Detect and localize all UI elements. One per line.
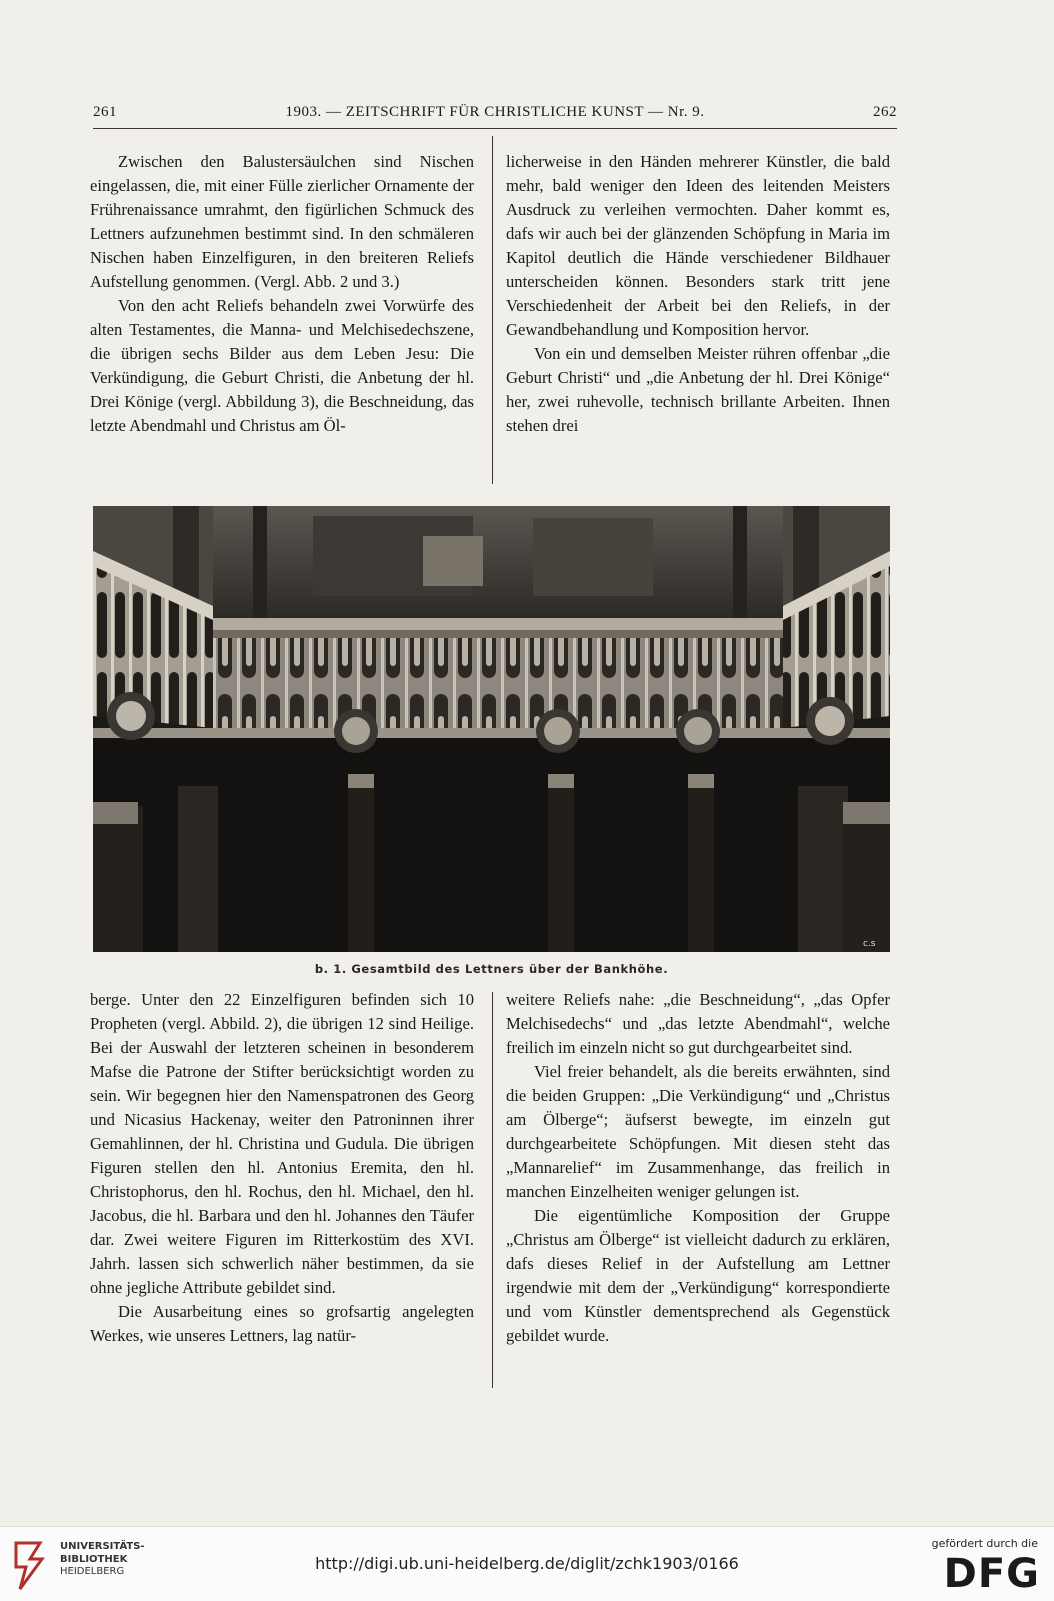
- library-line-3: HEIDELBERG: [60, 1566, 125, 1577]
- column-rule-top: [492, 136, 493, 484]
- column-rule-bottom: [492, 992, 493, 1388]
- rood-screen-photograph: [93, 506, 890, 952]
- paragraph: Die eigentümliche Komposition der Gruppe „Christus am Ölberge“ ist vielleicht dadurch zu erklären, dafs dieses Relief in der Aufstellung am Lettner irgendwie mit dem der „Verkündigung“ korrespondierte und vom Künstler dementsprechend als Gegenstück gebildet wurde.: [506, 1206, 890, 1345]
- digitization-footer: [0, 1526, 1054, 1601]
- dfg-logo: DFG: [943, 1551, 1040, 1597]
- paragraph: Von den acht Reliefs behandeln zwei Vorwürfe des alten Testamentes, die Manna- und Melchisedechszene, die übrigen sechs Bilder aus dem Leben Jesu: Die Verkündigung, die Geburt Christi, die Anbetung der hl. Drei Könige (vergl. Abbildung 3), die Beschneidung, das letzte Abendmahl und Christus am Öl-: [90, 296, 474, 435]
- page-number-right: 262: [873, 104, 897, 120]
- column-right-bottom: [506, 988, 890, 1348]
- column-left-bottom: [90, 988, 474, 1348]
- paragraph: Viel freier behandelt, als die bereits erwähnten, sind die beiden Gruppen: „Die Verkündigung“ und „Christus am Ölberge“; äufserst bewegte, im einzeln gut durchgearbeitete Schöpfungen. Mit diesen steht das „Mannarelief“ im Zusammenhange, das freilich in manchen Einzelheiten weniger gelungen ist.: [506, 1062, 890, 1201]
- library-line-1: UNIVERSITÄTS-: [60, 1541, 145, 1552]
- photo-corner-mark: c.s: [863, 939, 876, 949]
- figure-caption: b. 1. Gesamtbild des Lettners über der Bankhöhe.: [314, 962, 669, 976]
- paragraph: licherweise in den Händen mehrerer Künstler, die bald mehr, bald weniger den Ideen des leitenden Meisters Ausdruck zu verleihen vermochten. Daher kommt es, dafs wir auch bei der glänzenden Schöpfung in Maria im Kapitol deutlich die Hände verschiedener Bildhauer unterscheiden können. Besonders stark tritt jene Verschiedenheit der Arbeit bei den Reliefs, in der Gewandbehandlung und Komposition hervor.: [506, 152, 890, 339]
- paragraph: berge. Unter den 22 Einzelfiguren befinden sich 10 Propheten (vergl. Abbild. 2), die übrigen 12 sind Heilige. Bei der Auswahl der letzteren scheinen in besonderem Mafse die Patrone der Stifter berücksichtigt worden zu sein. Wir begegnen hier den Namenspatronen des Georg und Nicasius Hackenay, weiter den Patroninnen ihrer Gemahlinnen, der hl. Christina und Gudula. Die übrigen Figuren stellen den hl. Antonius Eremita, den hl. Christophorus, den hl. Rochus, den hl. Michael, den hl. Jacobus, die hl. Barbara und den hl. Johannes den Täufer dar. Zwei weitere Figuren im Ritterkostüm des XVI. Jahrh. lassen sich schwerlich näher bestimmen, da sie ohne jegliche Attribute gebildet sind.: [90, 990, 474, 1297]
- paragraph: Zwischen den Balustersäulchen sind Nischen eingelassen, die, mit einer Fülle zierlicher Ornamente der Frührenaissance umrahmt, den figürlichen Schmuck des Lettners aufzunehmen bestimmt sind. In den schmäleren Nischen haben Einzelfiguren, in den breiteren Reliefs Aufstellung genommen. (Vergl. Abb. 2 und 3.): [90, 152, 474, 291]
- paragraph: weitere Reliefs nahe: „die Beschneidung“, „das Opfer Melchisedechs“ und „das letzte Abendmahl“, welche freilich im einzeln nicht so gut durchgearbeitet sind.: [506, 990, 890, 1057]
- permalink[interactable]: http://digi.ub.uni-heidelberg.de/diglit/zchk1903/0166: [315, 1554, 739, 1573]
- column-left-top: [90, 150, 474, 438]
- page-number-left: 261: [93, 104, 117, 120]
- paragraph: Die Ausarbeitung eines so grofsartig angelegten Werkes, wie unseres Lettners, lag natür-: [90, 1302, 474, 1345]
- lettner-photo-illustration: [93, 506, 890, 952]
- running-header: [93, 104, 897, 129]
- paragraph: Von ein und demselben Meister rühren offenbar „die Geburt Christi“ und „die Anbetung der hl. Drei Könige“ her, zwei ruhevolle, technisch brillante Arbeiten. Ihnen stehen drei: [506, 344, 890, 435]
- library-line-2: BIBLIOTHEK: [60, 1553, 128, 1565]
- journal-title: 1903. — ZEITSCHRIFT FÜR CHRISTLICHE KUNST — Nr. 9.: [285, 104, 705, 120]
- funding-note: gefördert durch die: [931, 1537, 1038, 1550]
- column-right-top: [506, 150, 890, 438]
